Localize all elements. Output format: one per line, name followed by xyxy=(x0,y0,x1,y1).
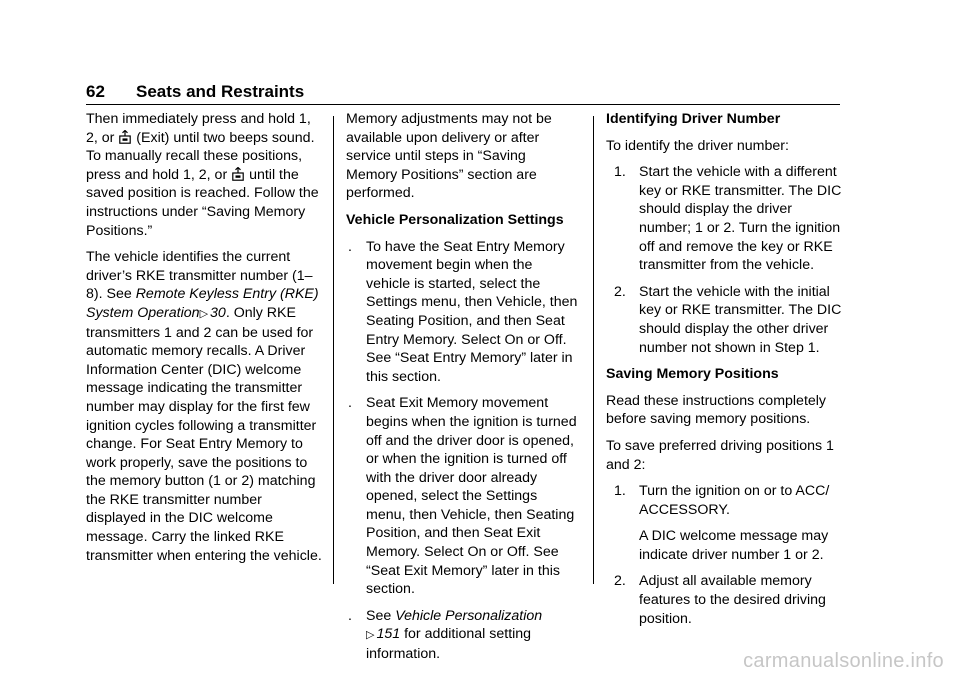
step-number: 2. xyxy=(614,573,626,590)
memory-exit-button-icon xyxy=(232,167,244,181)
column-divider xyxy=(333,116,334,584)
section-title: Seats and Restraints xyxy=(136,82,305,101)
paragraph-recall: Then immediately press and hold 1, 2, or (Exit) until two beeps sound. To manually recall these positions, press and hold 1, 2, or until the saved position is reached. Follow the instructions under “Saving Memory Positions.” xyxy=(86,111,319,239)
step-number: 1. xyxy=(614,164,626,181)
bullet-item: . See Vehicle Personalization ▷ 151 for additional setting information. xyxy=(348,607,543,663)
step-note: A DIC welcome message may indicate driver number 1 or 2. xyxy=(639,528,829,563)
numbered-step: 2. Adjust all available memory features to the desired driving position. xyxy=(614,573,826,627)
numbered-step: 1. Start the vehicle with a different key or RKE transmitter. The DIC should display the driver number; 1 or 2. Turn the ignition off and remove the key or RKE transmitter from the vehicle. xyxy=(614,164,842,274)
cross-reference-link[interactable]: Remote Keyless Entry (RKE) System Operation xyxy=(86,286,319,321)
page-number: 62 xyxy=(86,82,105,101)
column-1 xyxy=(86,110,322,573)
numbered-step: 1. Turn the ignition on or to ACC/ ACCESSORY. xyxy=(614,483,830,518)
cross-reference-page[interactable]: 151 xyxy=(376,626,401,643)
bullet-marker: . xyxy=(348,607,352,624)
paragraph-memory-adjustments: Memory adjustments may not be available upon delivery or after service until steps in “Saving Memory Positions” section are performed. xyxy=(346,111,552,202)
cross-reference-link[interactable]: Vehicle Personalization xyxy=(395,607,543,624)
page-reference-triangle-icon: ▷ xyxy=(366,629,375,642)
heading-saving-memory-positions: Saving Memory Positions xyxy=(606,366,779,383)
page-reference-triangle-icon: ▷ xyxy=(199,307,209,320)
paragraph-rke-identification: The vehicle identifies the current driver’s RKE transmitter number (1–8). See Remote Keyless Entry (RKE) System Operation▷ 30. Only RKE transmitters 1 and 2 can be used for automatic memory recalls. A Driver Information Center (DIC) welcome message indicating the transmitter number may display for the first few ignition cycles following a transmitter change. For Seat Entry Memory to work properly, save the positions to the memory button (1 or 2) matching the RKE transmitter number displayed in the DIC welcome message. Carry the linked RKE transmitter when entering the vehicle. xyxy=(86,249,322,564)
numbered-step: 2. Start the vehicle with the initial key or RKE transmitter. The DIC should display the other driver number not shown in Step 1. xyxy=(614,283,842,356)
bullet-item: . Seat Exit Memory movement begins when the ignition is turned off and the driver door is opened, or when the ignition is turned off with the driver door already opened, select the Settings menu, then Vehicle, then Seating Position, and then Seat Exit Memory. Select On or Off. See “Seat Exit Memory” later in this section. xyxy=(348,395,577,598)
page-footer xyxy=(0,644,960,678)
bullet-item: . To have the Seat Entry Memory movement begin when the vehicle is started, select the Settings menu, then Vehicle, then Seating Position, and then Seat Entry Memory. Select On or Off. See “Seat Entry Memory” later in this section. xyxy=(348,238,578,385)
memory-exit-button-icon xyxy=(119,130,131,144)
paragraph-read-instructions: Read these instructions completely before saving memory positions. xyxy=(606,392,827,428)
page-header xyxy=(86,82,840,106)
bullet-marker: . xyxy=(348,395,352,412)
column-divider xyxy=(593,116,594,584)
cross-reference-page[interactable]: 30 xyxy=(210,304,226,321)
step-number: 2. xyxy=(614,283,626,300)
heading-identifying-driver-number: Identifying Driver Number xyxy=(606,111,781,127)
paragraph-identify-intro: To identify the driver number: xyxy=(606,137,789,154)
paragraph-save-intro: To save preferred driving positions 1 and 2: xyxy=(606,437,834,473)
bullet-marker: . xyxy=(348,238,352,255)
step-number: 1. xyxy=(614,483,626,500)
watermark: carmanualsonline.info xyxy=(743,650,944,672)
column-3 xyxy=(606,110,842,636)
heading-vehicle-personalization: Vehicle Personalization Settings xyxy=(346,211,564,228)
column-2 xyxy=(346,110,580,672)
header-rule xyxy=(86,104,840,105)
